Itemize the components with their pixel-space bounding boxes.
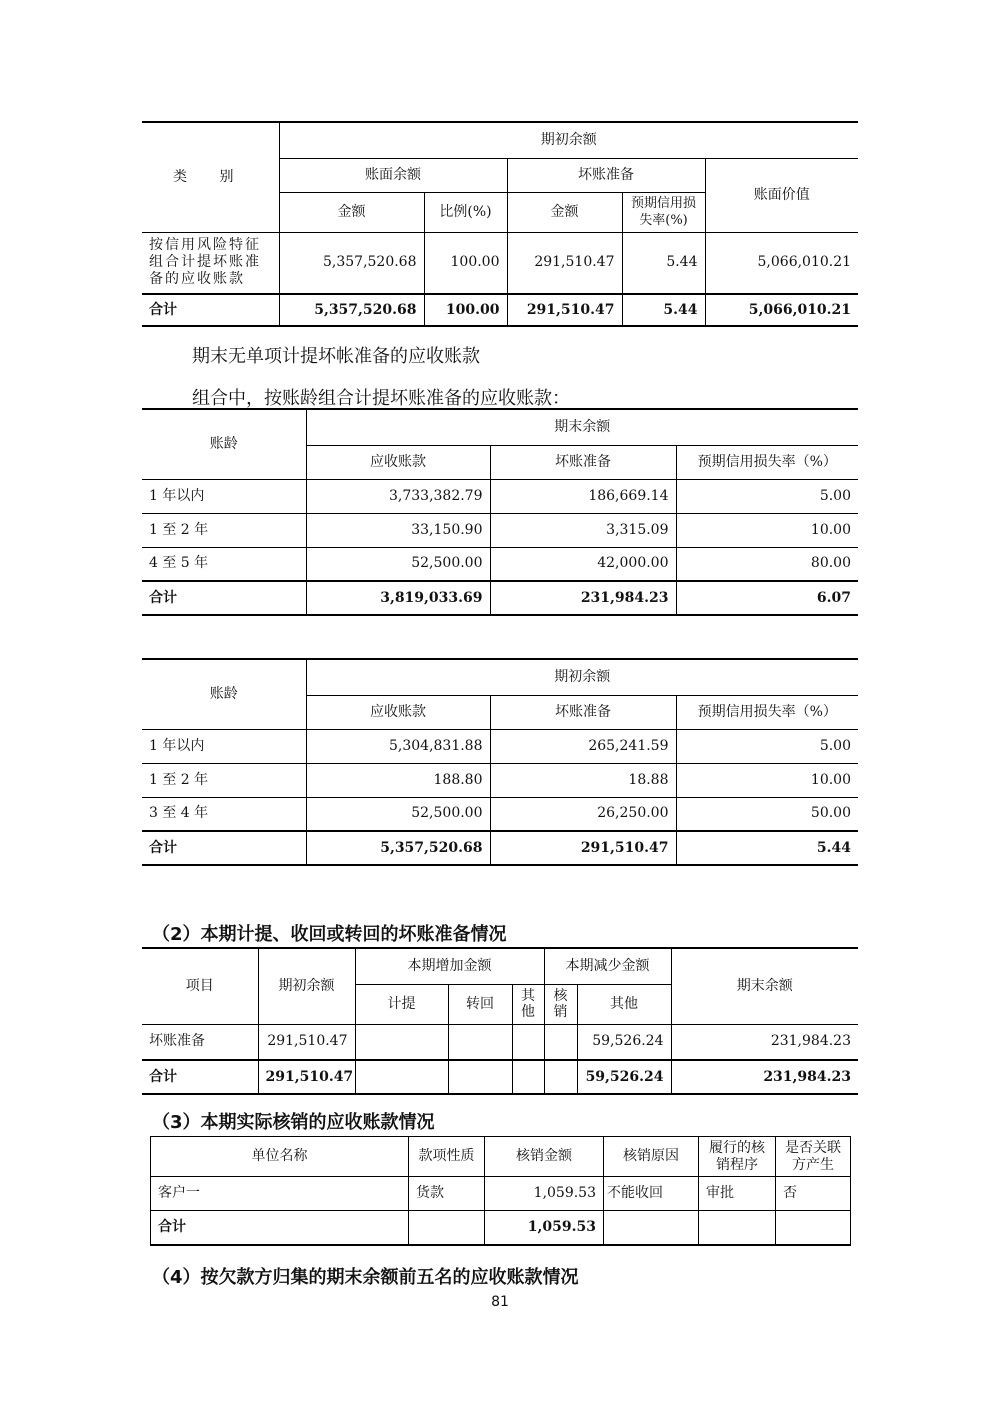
cell-aging: 1 至 2 年 (142, 513, 306, 547)
bad-debt-movement-table (142, 947, 858, 1095)
total-receivable: 5,357,520.68 (306, 831, 490, 865)
total-other-increase (512, 1060, 544, 1094)
total-provision: 291,510.47 (507, 294, 622, 326)
cell-unit: 客户一 (151, 1177, 409, 1211)
header-item: 项目 (142, 948, 258, 1024)
cell-provision: 26,250.00 (490, 797, 676, 831)
total-receivable: 3,819,033.69 (306, 581, 490, 615)
writeoff-table (150, 1136, 851, 1246)
cell-provision: 291,510.47 (507, 232, 622, 294)
header-provision: 坏账准备 (490, 445, 676, 479)
cell-receivable: 5,304,831.88 (306, 729, 490, 763)
table-row (142, 479, 858, 513)
cell-aging: 1 年以内 (142, 479, 306, 513)
table-row (151, 1177, 851, 1211)
note-no-individual-provision: 期末无单项计提坏帐准备的应收账款 (192, 346, 480, 367)
cell-provision: 42,000.00 (490, 547, 676, 581)
total-row (142, 294, 858, 326)
total-label: 合计 (142, 581, 306, 615)
total-writeoff (544, 1060, 577, 1094)
cell-receivable: 33,150.90 (306, 513, 490, 547)
opening-balance-by-category-table (142, 121, 858, 327)
table-row (142, 729, 858, 763)
table-row (142, 513, 858, 547)
cell-provision: 186,669.14 (490, 479, 676, 513)
cell-related: 否 (776, 1177, 851, 1211)
header-writeoff: 核销 (544, 984, 577, 1024)
header-reason: 核销原因 (604, 1137, 699, 1177)
cell-receivable: 188.80 (306, 763, 490, 797)
header-book-value: 账面价值 (705, 158, 858, 232)
total-row (142, 1060, 858, 1094)
section-heading-4: （4）按欠款方归集的期末余额前五名的应收账款情况 (152, 1267, 579, 1288)
cell-procedure: 审批 (699, 1177, 776, 1211)
cell-aging: 1 年以内 (142, 729, 306, 763)
total-ratio: 100.00 (424, 294, 507, 326)
cell-rate: 10.00 (676, 513, 858, 547)
cell-ratio: 100.00 (424, 232, 507, 294)
header-amount: 金额 (279, 192, 424, 232)
total-accrual (355, 1060, 448, 1094)
header-receivable: 应收账款 (306, 445, 490, 479)
header-opening-balance: 期初余额 (306, 659, 858, 695)
total-provision: 291,510.47 (490, 831, 676, 865)
table-row (142, 547, 858, 581)
header-rate: 预期信用损失率（%） (676, 445, 858, 479)
total-amount: 1,059.53 (485, 1211, 604, 1245)
cell-aging: 1 至 2 年 (142, 763, 306, 797)
cell-other-decrease: 59,526.24 (577, 1024, 671, 1060)
total-book-value: 5,066,010.21 (705, 294, 858, 326)
total-reversal (448, 1060, 512, 1094)
header-expected-loss-rate: 预期信用损失率(%) (622, 192, 705, 232)
total-row (142, 831, 858, 865)
header-decrease: 本期减少金额 (544, 948, 671, 984)
cell-aging: 3 至 4 年 (142, 797, 306, 831)
header-nature: 款项性质 (409, 1137, 485, 1177)
header-receivable: 应收账款 (306, 695, 490, 729)
cell-rate: 80.00 (676, 547, 858, 581)
cell-opening: 291,510.47 (258, 1024, 355, 1060)
header-amount: 金额 (507, 192, 622, 232)
cell-reversal (448, 1024, 512, 1060)
header-opening-balance: 期初余额 (279, 122, 858, 158)
note-aging-portfolio: 组合中，按账龄组合计提坏账准备的应收账款： (192, 388, 570, 409)
total-nature (409, 1211, 485, 1245)
cell-rate: 5.00 (676, 729, 858, 763)
total-provision: 231,984.23 (490, 581, 676, 615)
cell-accrual (355, 1024, 448, 1060)
table-row (142, 1024, 858, 1060)
cell-book-value: 5,066,010.21 (705, 232, 858, 294)
total-procedure (699, 1211, 776, 1245)
header-aging: 账龄 (142, 409, 306, 479)
header-ratio: 比例(%) (424, 192, 507, 232)
total-rate: 6.07 (676, 581, 858, 615)
total-related (776, 1211, 851, 1245)
cell-rate: 5.00 (676, 479, 858, 513)
table-row (142, 797, 858, 831)
total-label: 合计 (142, 294, 279, 326)
cell-provision: 265,241.59 (490, 729, 676, 763)
cell-rate: 50.00 (676, 797, 858, 831)
cell-aging: 4 至 5 年 (142, 547, 306, 581)
header-closing-balance: 期末余额 (306, 409, 858, 445)
section-heading-3: （3）本期实际核销的应收账款情况 (152, 1112, 435, 1133)
header-increase: 本期增加金额 (355, 948, 544, 984)
header-other-increase: 其他 (512, 984, 544, 1024)
header-closing: 期末余额 (671, 948, 858, 1024)
total-label: 合计 (151, 1211, 409, 1245)
total-label: 合计 (142, 1060, 258, 1094)
cell-rate: 10.00 (676, 763, 858, 797)
header-aging: 账龄 (142, 659, 306, 729)
table-row (142, 763, 858, 797)
cell-closing: 231,984.23 (671, 1024, 858, 1060)
total-row (151, 1211, 851, 1245)
cell-amount: 5,357,520.68 (279, 232, 424, 294)
section-heading-2: （2）本期计提、收回或转回的坏账准备情况 (152, 924, 507, 945)
header-procedure: 履行的核销程序 (699, 1137, 776, 1177)
cell-provision: 18.88 (490, 763, 676, 797)
opening-aging-table (142, 658, 858, 866)
total-row (142, 581, 858, 615)
header-unit: 单位名称 (151, 1137, 409, 1177)
cell-rate: 5.44 (622, 232, 705, 294)
total-rate: 5.44 (622, 294, 705, 326)
total-opening: 291,510.47 (258, 1060, 355, 1094)
row-label: 按信用风险特征组合计提坏账准备的应收账款 (142, 232, 279, 294)
cell-nature: 货款 (409, 1177, 485, 1211)
header-accrual: 计提 (355, 984, 448, 1024)
total-closing: 231,984.23 (671, 1060, 858, 1094)
header-provision: 坏账准备 (490, 695, 676, 729)
cell-receivable: 52,500.00 (306, 547, 490, 581)
total-amount: 5,357,520.68 (279, 294, 424, 326)
header-amount: 核销金额 (485, 1137, 604, 1177)
cell-other-increase (512, 1024, 544, 1060)
header-book-balance: 账面余额 (279, 158, 507, 192)
header-bad-debt-provision: 坏账准备 (507, 158, 705, 192)
cell-writeoff (544, 1024, 577, 1060)
cell-reason: 不能收回 (604, 1177, 699, 1211)
cell-receivable: 3,733,382.79 (306, 479, 490, 513)
total-label: 合计 (142, 831, 306, 865)
table-row (142, 232, 858, 294)
header-category: 类 别 (142, 122, 279, 232)
closing-aging-table (142, 408, 858, 616)
header-other-decrease: 其他 (577, 984, 671, 1024)
total-rate: 5.44 (676, 831, 858, 865)
header-related: 是否关联方产生 (776, 1137, 851, 1177)
total-other-decrease: 59,526.24 (577, 1060, 671, 1094)
cell-amount: 1,059.53 (485, 1177, 604, 1211)
page-number: 81 (491, 1294, 509, 1310)
cell-receivable: 52,500.00 (306, 797, 490, 831)
header-reversal: 转回 (448, 984, 512, 1024)
cell-provision: 3,315.09 (490, 513, 676, 547)
cell-item: 坏账准备 (142, 1024, 258, 1060)
header-rate: 预期信用损失率（%） (676, 695, 858, 729)
total-reason (604, 1211, 699, 1245)
header-opening: 期初余额 (258, 948, 355, 1024)
